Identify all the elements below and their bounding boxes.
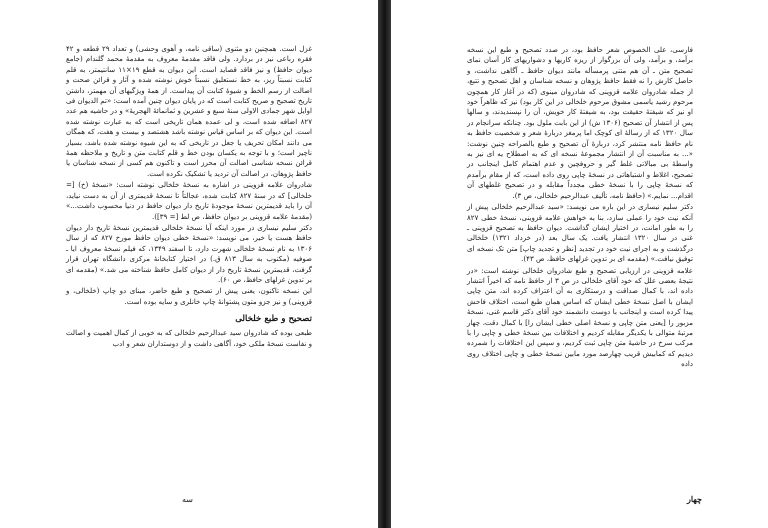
left-page: [0, 0, 378, 528]
body-paragraph: دکتر سلیم نیساری در مورد اینکه آیا نسخهٔ خلخالی قدیمترین نسخهٔ تاریخ دار دیوان حافظ هست یا خیر، می نویسد: «نسخهٔ خطی دیوان حافظ مورخ ۸۲۷ که از سال ۱۳۰۶ به نام نسخهٔ خلخالی شهرت دارد، تا اسفند ۱۳۴۹، که فیلم نسخهٔ معروف ایا ـ صوفیه (مکتوب به سال ۸۱۳ ق.) در اختیار کتابخانهٔ مرکزی دانشگاه تهران قرار گرفت، قدیمترین نسخهٔ تاریخ دار از دیوان کامل حافظ شناخته می شد.» (مقدمه ای بر تدوین غزلهای حافظ، ص ۶۰).: [66, 222, 312, 284]
body-paragraph: شادروان علامه قزوینی در اشاره به نسخهٔ خلخالی نوشته است: «نسخهٔ (خ) [= خلخالی] که در سنهٔ ۸۲۷ کتابت شده، عجالتاً تا نسخهٔ قدیمتری از آن به دست نیاید، آن را باید قدیمترین نسخهٔ موجودهٔ تاریخ دار دیوان حافظ در دنیا محسوب داشت...» (مقدمهٔ علامه قزوینی بر دیوان حافظ، ص لط [= ۳۹]).: [66, 180, 312, 221]
body-paragraph: دکتر سلیم نیساری در این باره می نویسد: «سید عبدالرحیم خلخالی پیش از آنکه نیت خود را عملی سازد، بنا به خواهش علامه قزوینی، نسخهٔ خطی ۸۲۷ را به طور امانت، در اختیار ایشان گذاشت. دیوان حافظ به تصحیح قزوینی ـ غنی در سال ۱۳۲۰ انتشار یافت. یک سال بعد (در خرداد ۱۳۲۱) خلخالی درگذشت و به اجرای نیت خود در تجدید [نظر و تجدید چاپ] متن تک نسخه ای توفیق نیافت.» (مقدمه ای بر تدوین غزلهای حافظ، ص ۴۳).: [467, 202, 693, 264]
body-paragraph: فارسی، علی الخصوص شعر حافظ بود، در صدد تصحیح و طبع این نسخه برآمد، و برآمد، ولی آن بزرگوار از ریزه کاریها و دشواریهای کار آسان نمای تصحیح متن ـ آن هم متنی پرمسأله مانند دیوان حافظ ـ آگاهی نداشت، و حاصل کارش را نه فقط حافظ پژوهان و نسخه شناسان و اهل تصحیح و تتبع، از جمله شادروان علامه قزوینی که شادروان مینوی (که در آغاز کار همچون مرحوم رشید یاسمی مشوق مرحوم خلخالی در این کار بود) نیز که ظاهراً خود او نیز که شیفتهٔ حقیقت بود، به شیفتهٔ کار خویش، آن را نپسندیدند، و سالها پس از انتشار آن تصحیح (۱۳۰۶ ش) از این بابت ملول بود. چنانکه سرانجام در سال ۱۳۲۰ که از رسالهٔ ای کوچک اما پرمغز دربارهٔ شعر و شخصیت حافظ به نام حافظ نامه منتشر کرد، دربارهٔ آن تصحیح و طبع بالصراحه چنین نوشت: «... به مناسبت آن از انتشار مجموعهٔ نسخه ای که به اصطلاح یه ای نیز به واسطهٔ بی مبالاتی غلط گیر و حروفچین و عدم اهتمام کامل اینجانب در تصحیح، اغلاط و اشتباهاتی در نسخهٔ چاپی روی داده است، که از مقام برآمدم که نسخهٔ چاپی را با نسخهٔ خطی مجدداً مقابله و در تصحیح غلطهای آن اقدام... نمایم.» (حافظ نامه، تألیف عبدالرحیم خلخالی، ص ۳).: [467, 45, 693, 200]
page-number: سه: [182, 495, 193, 504]
body-paragraph: این نسخه تاکنون، یعنی پیش از تصحیح و طبع حاضر، مبنای دو چاپ (خلخالی، و قزوینی) و نیز جزو متون پشتوانهٔ چاپ خانلری و سایه بوده است.: [66, 286, 312, 306]
body-paragraph: علامه قزوینی در ارزیابی تصحیح و طبع شادروان خلخالی نوشته است: «در نتیجهٔ بعضی علل که خود آقای خلخالی در ص ۳ از حافظ نامه که اخیراً انتشار داده اند، با کمال صداقت و درستکاری به آن اعتراف کرده اند، متن چاپی ایشان با اصل نسخهٔ خطی ایشان که اساس همان طبع است، اختلاف فاحش پیدا کرده است و اینجانب با دوست دانشمند خود آقای دکتر قاسم غنی، نسخهٔ مزبور را [یعنی متن چاپی و نسخهٔ اصلی خطی ایشان را] با کمال دقت، چهار مرتبهٔ متوالی با یکدیگر مقابله کردیم و اختلافات بین نسخهٔ خطی و چاپی را با مرکب سرخ در حاشیهٔ متن چاپی ثبت کردیم، و سپس این اختلافات را شمرده دیدیم که کمابیش قریب چهارصد مورد مابین نسخهٔ خطی و چاپی اختلاف روی داده: [467, 265, 693, 369]
right-page-body: [467, 45, 693, 370]
left-page-body: [66, 44, 312, 349]
section-heading: تصحیح و طبع خلخالی: [235, 314, 312, 325]
book-spine: [378, 0, 391, 528]
right-page: [391, 0, 768, 528]
body-paragraph: طبعی بوده که شادروان سید عبدالرحیم خلخالی که به خوبی از کمال اهمیت و اصالت و نفاست نسخهٔ ملکی خود، آگاهی داشت و از دوستداران شعر و ادب: [66, 328, 312, 348]
page-number: چهار: [687, 494, 702, 504]
body-paragraph: غزل است. همچنین دو مثنوی (ساقی نامه، و آهوی وحشی) و تعداد ۲۹ قطعه و ۴۲ فقره رباعی نیز در بردارد. ولی فاقد مقدمهٔ معروف به مقدمهٔ محمد گلندام (جامع دیوان حافظ) و نیز فاقد قصاید است. این دیوان به قطع ۱۹×۱۱ سانتیمتر، به قلم کتابت نسبتاً ریز، به خط نستعلیق نسبتاً خوش نوشته شده و آثار و قرائن صحت و اصالت از رسم الخط و شیوهٔ کتابت آن پیداست. از همهٔ ویژگیهای آن مهمتر، داشتن تاریخ تصحیح و صریح کتابت است که در پایان دیوان چنین آمده است: «تم الدیوان فی اوایل شهر جمادی الاولی سنهٔ سبع و عشرین و ثمانمائهٔ الهجریهٔ» و در حاشیه هم عدد ۸۲۷ اضافه شده است، و لی عمده همان تاریخی است که به عبارت نوشته شده است. این دیوان که بر اساس قیاس نوشته باشد هشتصد و بیست و هفت، که همگان می دانند امکان تحریف یا جعل در تاریخی که به این شیوه نوشته شده باشد، بسیار ناچیز است؛ و با توجه به یکسان بودن خط و قلم کتابت متن و تاریخ و ملاحظه همهٔ قرائن نسخه شناسی اصالت آن محرز است و تاکنون هم کسی از نسخه شناسان یا حافظ پژوهان، در اصالت آن تردید یا تشکیک نکرده است.: [66, 44, 312, 178]
